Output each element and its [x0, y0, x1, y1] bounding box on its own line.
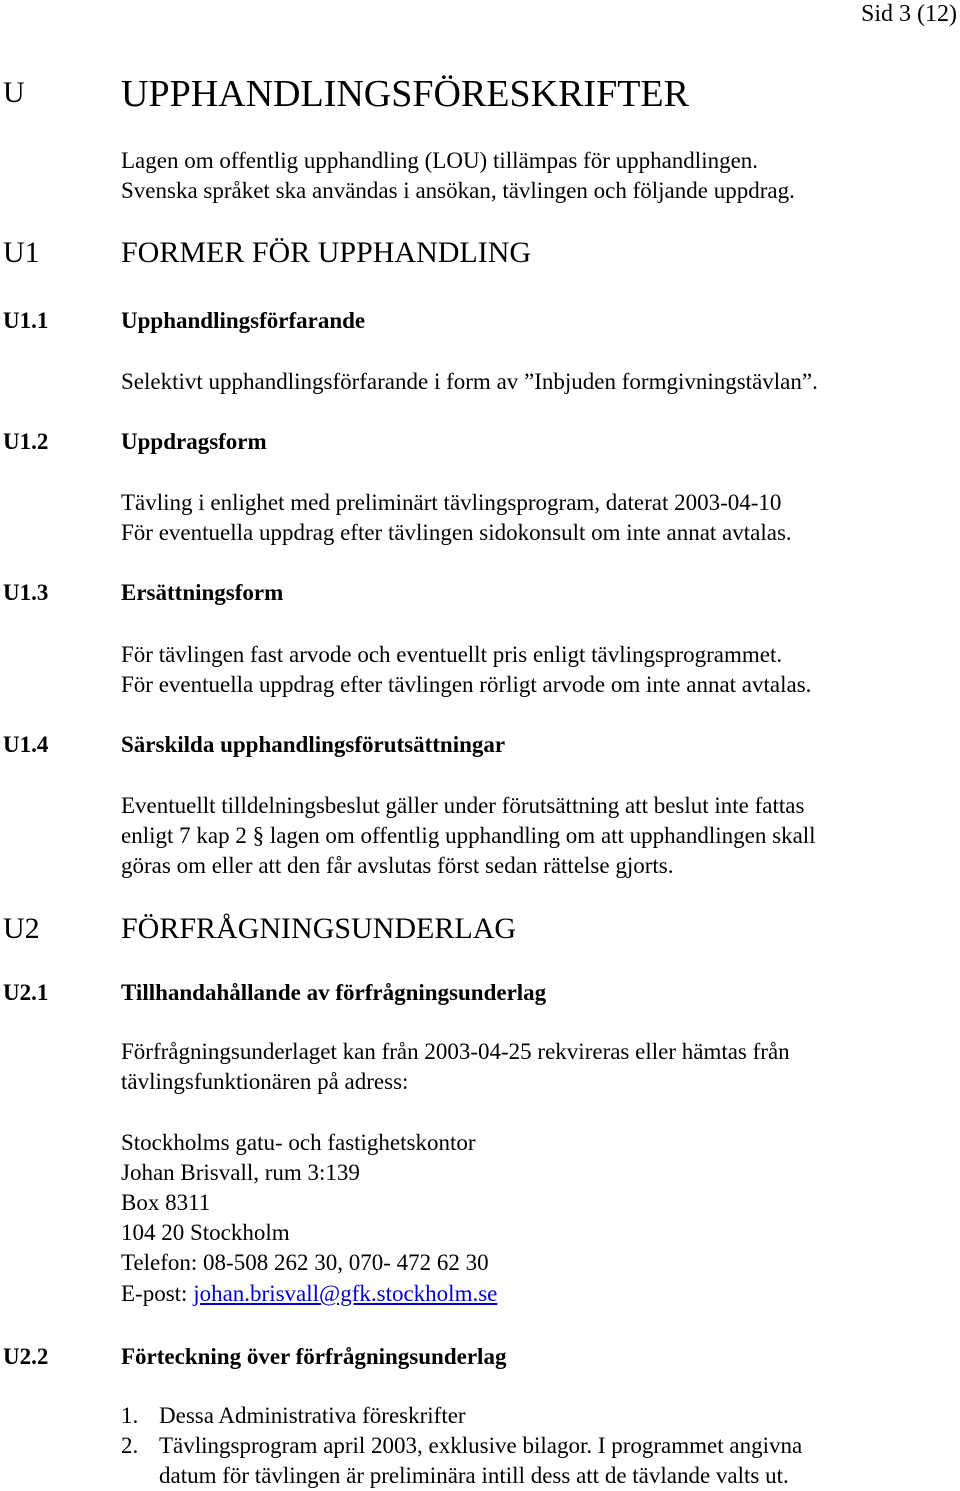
paragraph-line: För eventuella uppdrag efter tävlingen sidokonsult om inte annat avtalas. [121, 520, 792, 545]
subsection-title: Tillhandahållande av förfrågningsunderlag [121, 980, 547, 1005]
email-line [121, 1279, 497, 1309]
subsection-number: U1.2 [3, 429, 49, 454]
section-title: FORMER FÖR UPPHANDLING [121, 236, 532, 269]
section-title: FÖRFRÅGNINGSUNDERLAG [121, 912, 517, 945]
list-item-text: Tävlingsprogram april 2003, exklusive bilagor. I programmet angivna [159, 1433, 803, 1458]
paragraph-line: Förfrågningsunderlaget kan från 2003-04-25 rekvireras eller hämtas från [121, 1039, 790, 1064]
subsection-title: Uppdragsform [121, 429, 267, 454]
address-line: 104 20 Stockholm [121, 1220, 290, 1245]
list-item-number: 1. [121, 1403, 139, 1428]
phone-line: Telefon: 08-508 262 30, 070- 472 62 30 [121, 1250, 489, 1275]
paragraph-line: Lagen om offentlig upphandling (LOU) tillämpas för upphandlingen. [121, 148, 759, 173]
address-line: Box 8311 [121, 1190, 211, 1215]
list-item-text: Dessa Administrativa föreskrifter [159, 1403, 466, 1428]
subsection-number: U1.4 [3, 732, 49, 757]
email-label: E-post: [121, 1281, 194, 1306]
paragraph-line: För eventuella uppdrag efter tävlingen rörligt arvode om inte annat avtalas. [121, 672, 812, 697]
subsection-number: U1.3 [3, 580, 49, 605]
page-number: Sid 3 (12) [861, 1, 957, 27]
paragraph-line: Selektivt upphandlingsförfarande i form av ”Inbjuden formgivningstävlan”. [121, 369, 818, 394]
subsection-title: Upphandlingsförfarande [121, 308, 366, 333]
subsection-title: Ersättningsform [121, 580, 284, 605]
address-line: Johan Brisvall, rum 3:139 [121, 1160, 360, 1185]
paragraph-line: Tävling i enlighet med preliminärt tävlingsprogram, daterat 2003-04-10 [121, 490, 782, 515]
list-item-number: 2. [121, 1433, 139, 1458]
section-title: UPPHANDLINGSFÖRESKRIFTER [121, 73, 689, 115]
paragraph-line: Svenska språket ska användas i ansökan, tävlingen och följande uppdrag. [121, 178, 795, 203]
list-item-continuation: datum för tävlingen är preliminära intill dess att de tävlande valts ut. [159, 1463, 789, 1488]
list-item [121, 1431, 802, 1461]
paragraph-line: Eventuellt tilldelningsbeslut gäller under förutsättning att beslut inte fattas [121, 793, 805, 818]
section-number: U1 [3, 236, 40, 269]
subsection-number: U1.1 [3, 308, 49, 333]
subsection-number: U2.1 [3, 980, 49, 1005]
list-item [121, 1401, 466, 1431]
email-link[interactable]: johan.brisvall@gfk.stockholm.se [193, 1281, 498, 1306]
paragraph-line: enligt 7 kap 2 § lagen om offentlig upphandling om att upphandlingen skall [121, 823, 816, 848]
subsection-title: Särskilda upphandlingsförutsättningar [121, 732, 506, 757]
subsection-title: Förteckning över förfrågningsunderlag [121, 1344, 507, 1369]
section-number: U [3, 76, 25, 109]
subsection-number: U2.2 [3, 1344, 49, 1369]
paragraph-line: tävlingsfunktionären på adress: [121, 1069, 409, 1094]
address-line: Stockholms gatu- och fastighetskontor [121, 1130, 476, 1155]
paragraph-line: För tävlingen fast arvode och eventuellt pris enligt tävlingsprogrammet. [121, 642, 783, 667]
section-number: U2 [3, 912, 40, 945]
paragraph-line: göras om eller att den får avslutas först sedan rättelse gjorts. [121, 853, 674, 878]
